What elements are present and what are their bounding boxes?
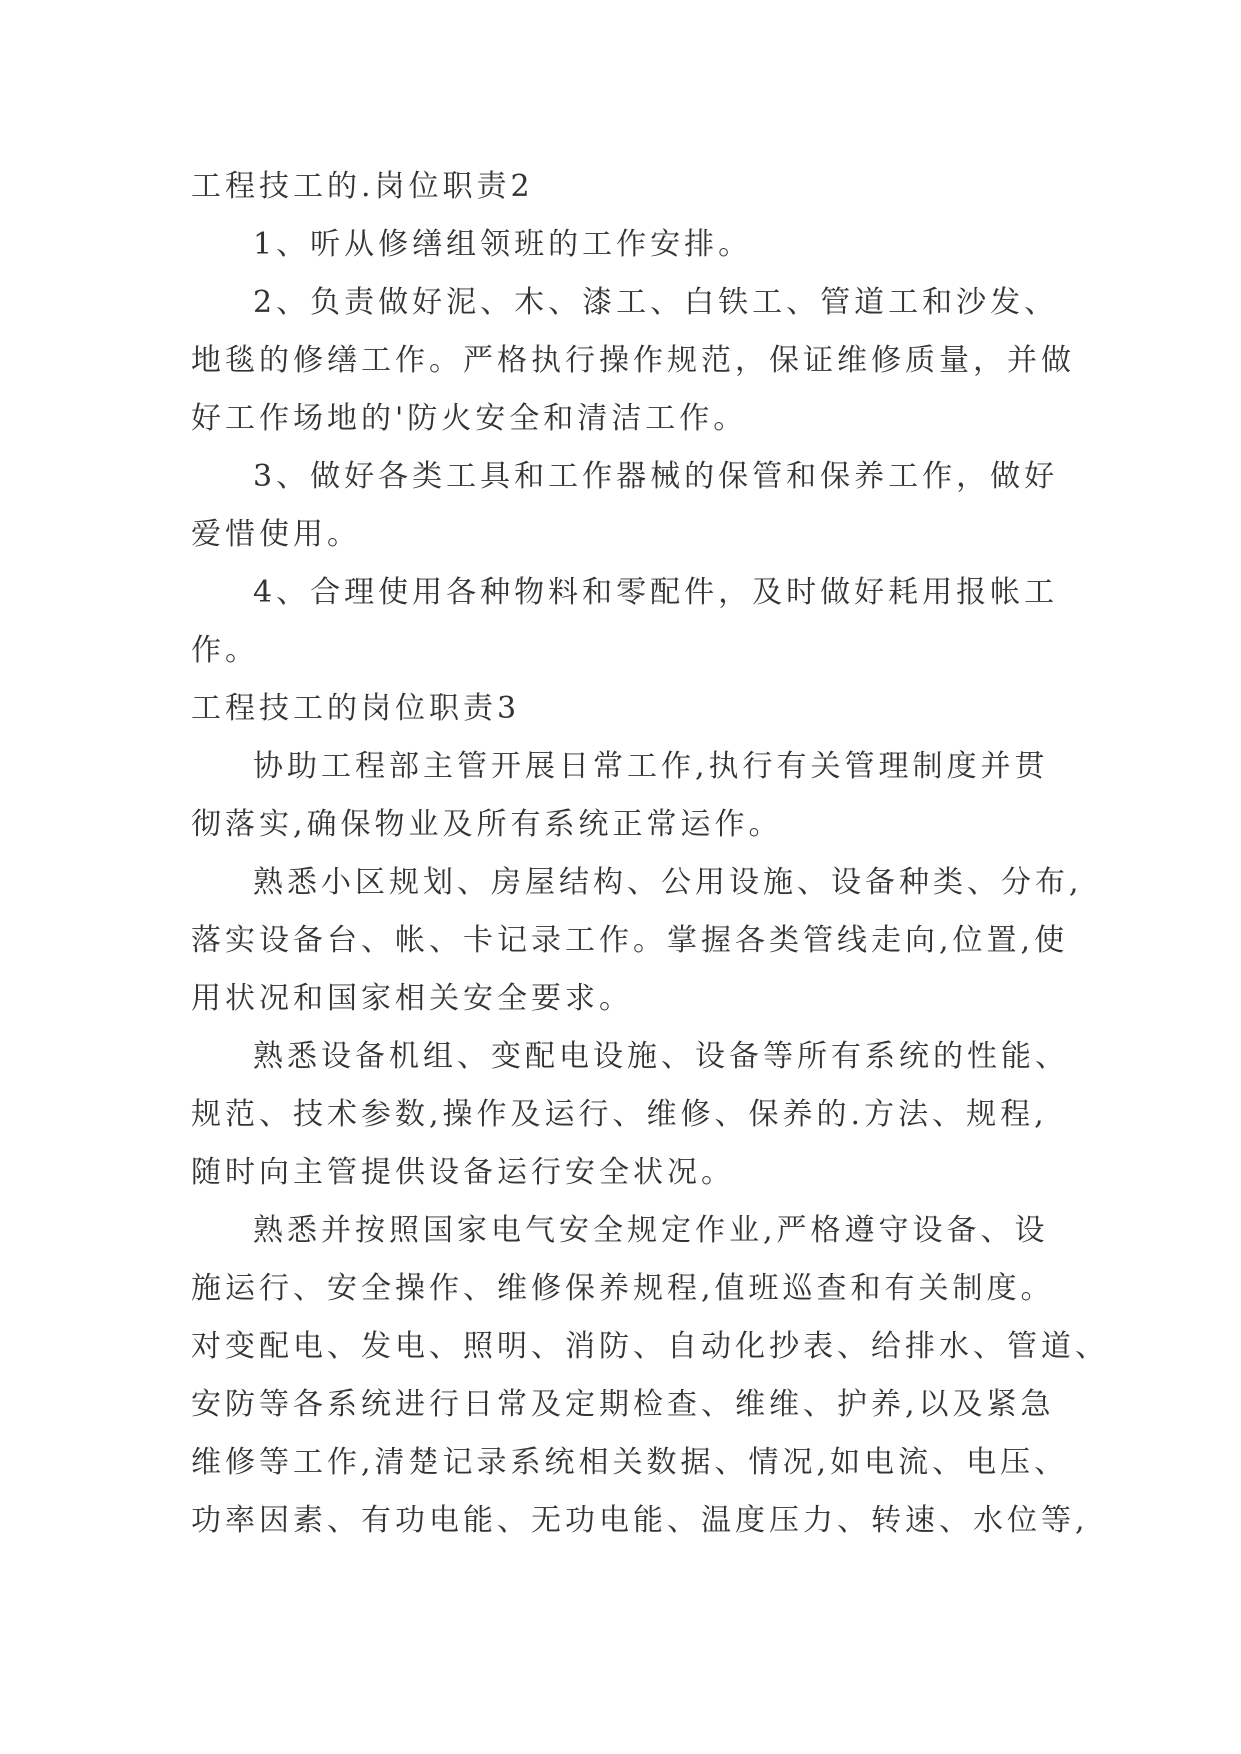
paragraph-line: 随时向主管提供设备运行安全状况。: [191, 1155, 735, 1190]
document-body: [191, 158, 1109, 1550]
paragraph-line: 2、负责做好泥、木、漆工、白铁工、管道工和沙发、: [253, 285, 1059, 320]
paragraph-line: 地毯的修缮工作。严格执行操作规范，保证维修质量，并做: [191, 343, 1075, 378]
paragraph-line: 协助工程部主管开展日常工作,执行有关管理制度并贯: [253, 749, 1049, 784]
paragraph-line: 4、合理使用各种物料和零配件，及时做好耗用报帐工: [253, 575, 1059, 610]
paragraph-line: 彻落实,确保物业及所有系统正常运作。: [191, 807, 783, 842]
paragraph-line: 维修等工作,清楚记录系统相关数据、情况,如电流、电压、: [191, 1445, 1069, 1480]
paragraph-line: 1、听从修缮组领班的工作安排。: [253, 227, 753, 262]
paragraph-line: 规范、技术参数,操作及运行、维修、保养的.方法、规程,: [191, 1097, 1048, 1132]
paragraph-line: 安防等各系统进行日常及定期检查、维维、护养,以及紧急: [191, 1387, 1055, 1422]
paragraph-line: 对变配电、发电、照明、消防、自动化抄表、给排水、管道、: [191, 1329, 1109, 1364]
paragraph-line: 落实设备台、帐、卡记录工作。掌握各类管线走向,位置,使: [191, 923, 1069, 958]
section-heading-3: 工程技工的岗位职责3: [191, 691, 521, 726]
paragraph-line: 熟悉设备机组、变配电设施、设备等所有系统的性能、: [253, 1039, 1069, 1074]
paragraph-line: 熟悉小区规划、房屋结构、公用设施、设备种类、分布,: [253, 865, 1083, 900]
paragraph-line: 熟悉并按照国家电气安全规定作业,严格遵守设备、设: [253, 1213, 1049, 1248]
paragraph-line: 3、做好各类工具和工作器械的保管和保养工作，做好: [253, 459, 1059, 494]
paragraph-line: 施运行、安全操作、维修保养规程,值班巡查和有关制度。: [191, 1271, 1055, 1306]
paragraph-line: 好工作场地的'防火安全和清洁工作。: [191, 401, 748, 436]
paragraph-line: 作。: [191, 633, 259, 668]
paragraph-line: 功率因素、有功电能、无功电能、温度压力、转速、水位等,: [191, 1503, 1089, 1538]
paragraph-line: 用状况和国家相关安全要求。: [191, 981, 633, 1016]
section-heading-2: 工程技工的.岗位职责2: [191, 169, 534, 204]
paragraph-line: 爱惜使用。: [191, 517, 361, 552]
